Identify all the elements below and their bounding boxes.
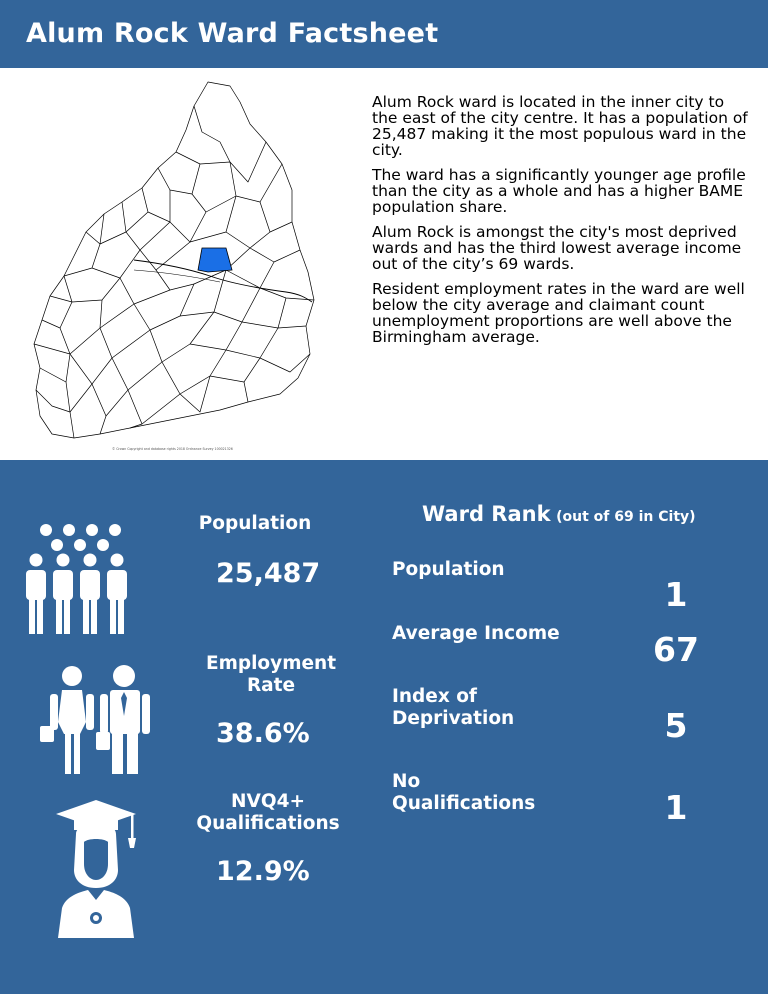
map-copyright: © Crown Copyright and database rights 2018 Ordnance Survey 100021326: [112, 447, 233, 451]
ward-rank-subtitle: (out of 69 in City): [556, 509, 696, 525]
rank-label-line: Population: [392, 559, 505, 580]
rank-value-average-income: 67: [653, 630, 699, 669]
rank-label-no-qualifications: [392, 771, 535, 815]
rank-label-line: No: [392, 771, 421, 792]
header-bar: [0, 0, 768, 68]
rank-value-no-qualifications: 1: [664, 788, 688, 827]
page-title: Alum Rock Ward Factsheet: [26, 18, 439, 49]
employment-label-line2: Rate: [246, 675, 296, 696]
rank-label-line: Qualifications: [392, 793, 536, 814]
nvq4-label: [178, 791, 358, 835]
rank-value-deprivation: 5: [664, 706, 688, 745]
intro-paragraph: Alum Rock is amongst the city's most deprived wards and has the third lowest average income out of the city’s 69 wards.: [372, 223, 742, 273]
rank-label-population: [392, 559, 505, 580]
nvq4-label-line2: Qualifications: [196, 813, 340, 834]
alum-rock-ward: [198, 248, 232, 272]
ward-boundaries: [34, 82, 314, 438]
rank-value-population: 1: [664, 575, 688, 614]
intro-paragraph: Alum Rock ward is located in the inner city to the east of the city centre. It has a population of 25,487 making it the most populous ward in the city.: [372, 93, 748, 159]
business-people-icon: [40, 664, 160, 776]
rank-label-line: Deprivation: [392, 708, 515, 729]
population-value: 25,487: [216, 558, 321, 589]
rank-label-average-income: [392, 623, 560, 644]
ward-map: [30, 72, 330, 442]
crowd-icon: [26, 522, 142, 636]
intro-text: [372, 94, 748, 354]
rank-label-line: Index of: [392, 686, 477, 707]
population-label: Population: [198, 513, 312, 534]
employment-value: 38.6%: [216, 718, 310, 749]
ward-rank-title: Ward Rank: [422, 502, 551, 526]
nvq4-value: 12.9%: [216, 856, 310, 887]
nvq4-label-line1: NVQ4+: [231, 791, 305, 812]
employment-label-line1: Employment: [205, 653, 337, 674]
rank-label-line: Average Income: [392, 623, 560, 644]
employment-label: [176, 653, 366, 697]
stats-panel: [0, 460, 768, 994]
rank-label-deprivation: [392, 686, 514, 730]
ward-rank-heading: [422, 502, 696, 526]
intro-paragraph: The ward has a significantly younger age profile than the city as a whole and has a higher BAME population share.: [372, 166, 746, 216]
graduate-icon: [48, 800, 144, 938]
header-divider: [10, 68, 340, 70]
intro-paragraph: Resident employment rates in the ward are well below the city average and claimant count unemployment proportions are well above the Birmingham average.: [372, 280, 745, 346]
